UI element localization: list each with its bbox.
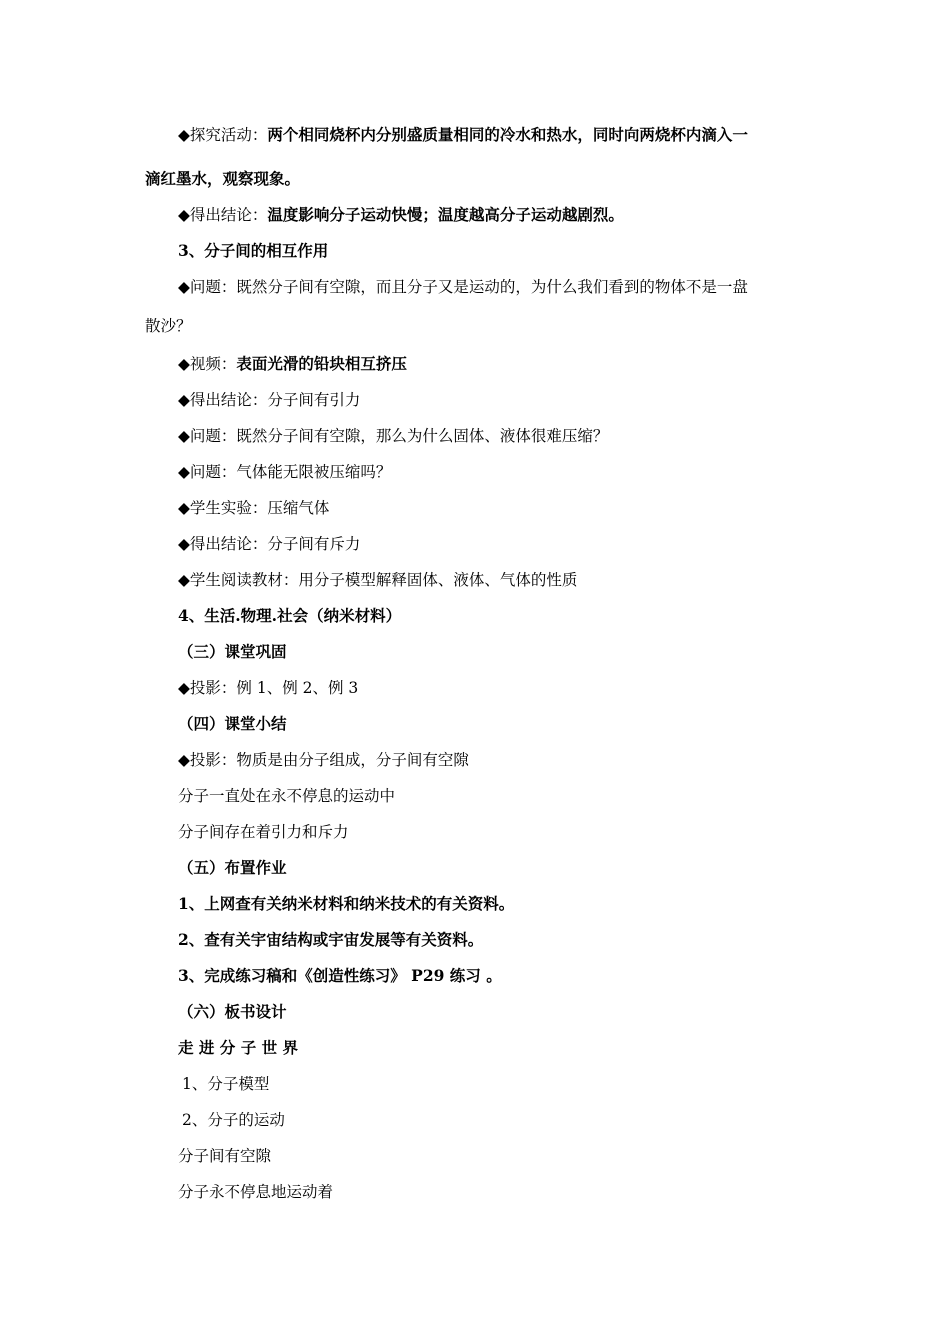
summary-motion-line: 分子一直处在永不停息的运动中	[178, 787, 396, 805]
board-item-gaps: 分子间有空隙	[178, 1147, 272, 1165]
homework-item-3: 3、完成练习稿和《创造性练习》 P29 练习 。	[178, 966, 502, 985]
projection-examples-line: ◆投影：例 1、例 2、例 3	[178, 679, 359, 697]
inquiry-activity-text: 两个相同烧杯内分别盛质量相同的冷水和热水，同时向两烧杯内滴入一	[267, 125, 748, 144]
homework-item-2: 2、查有关宇宙结构或宇宙发展等有关资料。	[178, 930, 484, 949]
section-heading-interaction: 3、分子间的相互作用	[178, 241, 329, 260]
conclusion-temperature-line	[178, 205, 624, 225]
section-heading-summary: （四）课堂小结	[178, 714, 287, 733]
question-sand-continuation: 散沙？	[145, 317, 192, 335]
conclusion-repulsion-line: ◆得出结论：分子间有斥力	[178, 535, 361, 553]
section-heading-homework: （五）布置作业	[178, 858, 287, 877]
question-sand-line: ◆问题：既然分子间有空隙，而且分子又是运动的，为什么我们看到的物体不是一盘	[178, 278, 748, 296]
board-item-molecule-motion: 2、分子的运动	[182, 1111, 285, 1129]
inquiry-activity-label: ◆探究活动：	[178, 126, 268, 144]
section-heading-consolidation: （三）课堂巩固	[178, 642, 287, 661]
conclusion-temperature-text: 温度影响分子运动快慢；温度越高分子运动越剧烈。	[267, 205, 624, 224]
student-experiment-line: ◆学生实验：压缩气体	[178, 499, 330, 517]
board-item-perpetual-motion: 分子永不停息地运动着	[178, 1183, 334, 1201]
inquiry-activity-line	[178, 125, 748, 145]
summary-forces-line: 分子间存在着引力和斥力	[178, 823, 349, 841]
board-item-molecule-model: 1、分子模型	[182, 1075, 270, 1093]
inquiry-activity-continuation: 滴红墨水，观察现象。	[145, 169, 301, 188]
projection-summary-line: ◆投影：物质是由分子组成，分子间有空隙	[178, 751, 469, 769]
conclusion-attraction-line: ◆得出结论：分子间有引力	[178, 391, 361, 409]
section-heading-nano: 4、生活.物理.社会（纳米材料）	[178, 606, 402, 625]
video-label: ◆视频：	[178, 355, 237, 373]
board-title: 走 进 分 子 世 界	[178, 1038, 298, 1057]
question-gas-line: ◆问题：气体能无限被压缩吗？	[178, 463, 392, 481]
video-line	[178, 354, 407, 374]
conclusion-label: ◆得出结论：	[178, 206, 268, 224]
section-heading-board: （六）板书设计	[178, 1002, 287, 1021]
video-text: 表面光滑的铅块相互挤压	[236, 354, 407, 373]
student-reading-line: ◆学生阅读教材：用分子模型解释固体、液体、气体的性质	[178, 571, 578, 589]
question-compression-line: ◆问题：既然分子间有空隙，那么为什么固体、液体很难压缩？	[178, 427, 609, 445]
homework-item-1: 1、上网查有关纳米材料和纳米技术的有关资料。	[178, 894, 515, 913]
